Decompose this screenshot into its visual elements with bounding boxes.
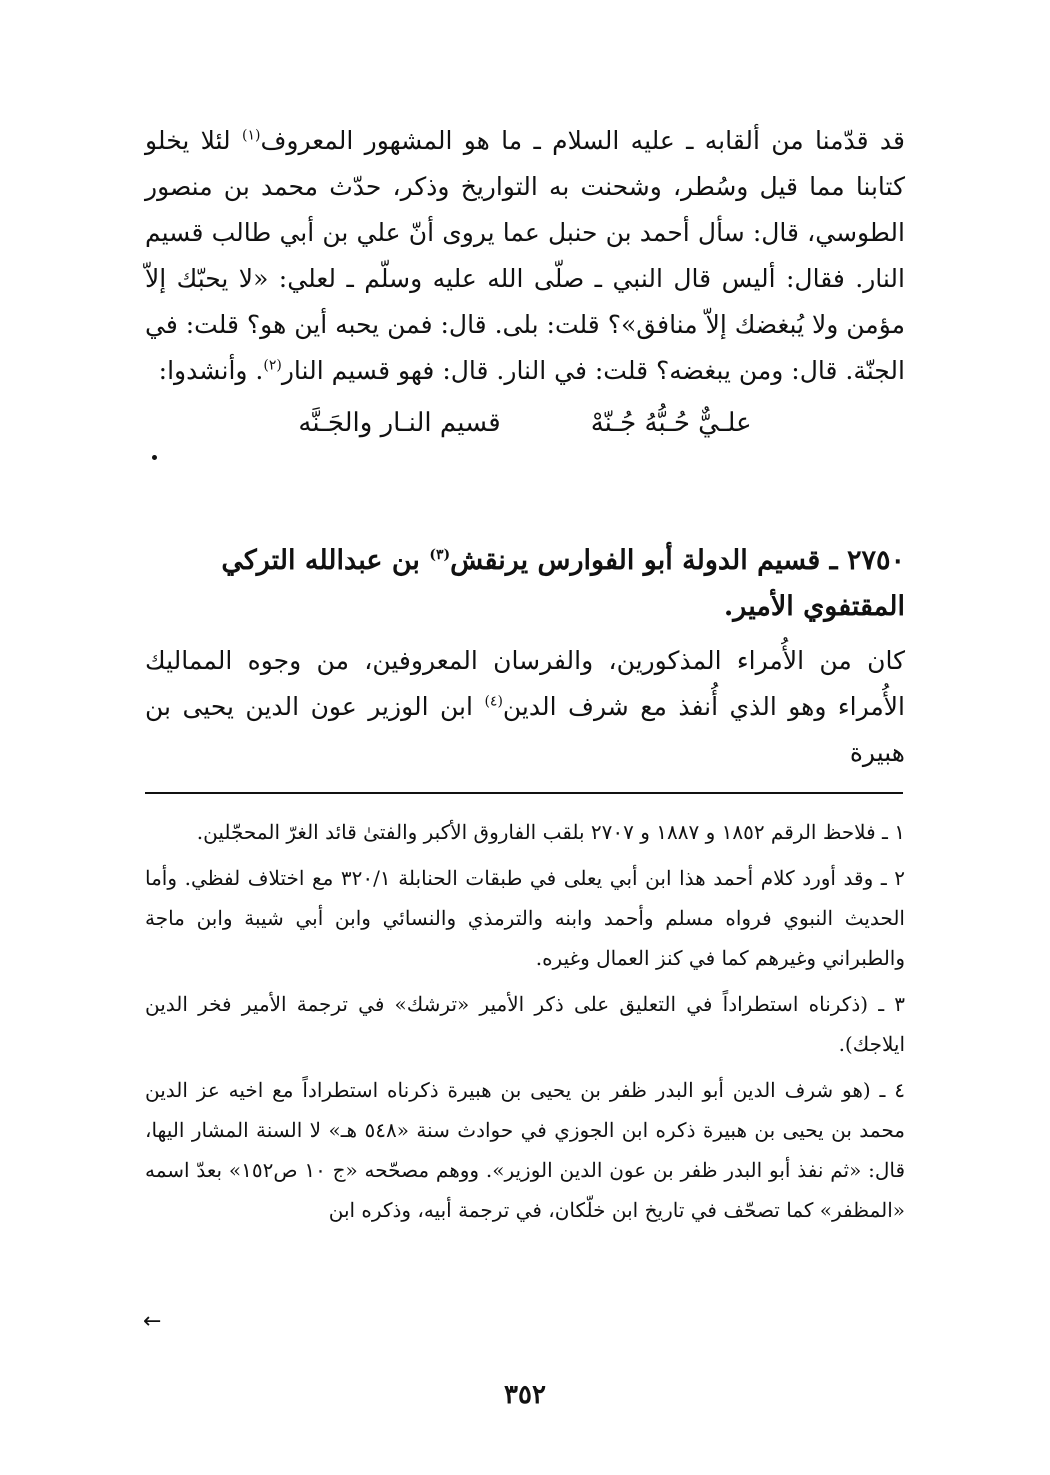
body-paragraph-part-3: . وأنشدوا: (158, 356, 264, 385)
footnote-1: ١ ـ فلاحظ الرقم ١٨٥٢ و ١٨٨٧ و ٢٧٠٧ بلقب الفاروق الأكبر والفتىٰ قائد الغرّ المحجّلين. (196, 820, 905, 844)
footnote-ref-2[interactable]: (٢) (263, 357, 282, 374)
footnote-separator (145, 792, 903, 794)
body-paragraph-part-1: قد قدّمنا من ألقابه ـ عليه السلام ـ ما هو المشهور المعروف (260, 126, 905, 155)
continue-arrow-icon: ← (143, 1309, 162, 1334)
entry-heading-part-1: ٢٧٥٠ ـ قسيم الدولة أبو الفوارس يرنقش (450, 545, 905, 576)
entry-heading (145, 538, 905, 630)
entry-body (145, 638, 905, 776)
main-text-block (145, 118, 905, 448)
verse-first-hemistich: علـيٌّ حُـبُّهُ جُـنّهْ (590, 408, 752, 438)
entry-paragraph-part-1: كان من الأُمراء المذكورين، والفرسان المعروفين، من وجوه المماليك الأُمراء وهو الذي أُنفذ مع شرف الدين (145, 646, 905, 721)
entry-paragraph-part-2: ابن الوزير عون الدين يحيى بن هبيرة (145, 692, 905, 767)
footnote-4: ٤ ـ (هو شرف الدين أبو البدر ظفر بن يحيى بن هبيرة ذكرناه استطراداً مع اخيه عز الدين محمد بن يحيى بن هبيرة ذكره ابن الجوزي في حوادث سنة «٥٤٨ هـ» لا السنة المشار اليها، قال: «ثم نفذ أبو البدر ظفر بن عون الدين الوزير». ووهم مصحّحه «ج ١٠ ص١٥٢» بعدّ اسمه «المظفر» كما تصحّف في تاريخ ابن خلّكان، في ترجمة أبيه، وذكره ابن (145, 1078, 906, 1222)
body-paragraph-part-2: لئلا يخلو كتابنا مما قيل وسُطر، وشحنت به التواريخ وذكر، حدّث محمد بن منصور الطوسي، قال: سأل أحمد بن حنبل عما يروى أنّ علي بن أبي طالب قسيم النار. فقال: أليس قال النبي ـ صلّى الله عليه وسلّم ـ لعلي: «لا يحبّك إلاّ مؤمن ولا يُبغضك إلاّ منافق»؟ قلت: بلى. قال: فمن يحبه أين هو؟ قلت: في الجنّة. قال: ومن يبغضه؟ قلت: في النار. قال: فهو قسيم النار (145, 126, 905, 385)
footnote-2: ٢ ـ وقد أورد كلام أحمد هذا ابن أبي يعلى في طبقات الحنابلة ٣٢٠/١ مع اختلاف لفظي. وأما الحديث النبوي فرواه مسلم وأحمد وابنه والترمذي والنسائي وابن أبي شيبة وابن ماجة والطبراني وغيرهم كما في كنز العمال وغيره. (145, 866, 906, 970)
entry-heading-part-2: بن عبدالله التركي المقتفوي الأمير. (221, 545, 905, 622)
page-number: ٣٥٢ (504, 1380, 546, 1410)
entry-paragraph (145, 638, 905, 776)
footnote-ref-4[interactable]: (٤) (484, 693, 503, 710)
body-paragraph (145, 118, 905, 394)
poem-verse (145, 398, 905, 448)
footnote-ref-1[interactable]: (١) (241, 127, 261, 144)
verse-second-hemistich: قسيم النـار والجَـنَّه (298, 408, 501, 438)
footnote-3: ٣ ـ (ذكرناه استطراداً في التعليق على ذكر الأمير «ترشك» في ترجمة الأمير فخر الدين ايلاجك). (145, 992, 905, 1056)
footnote-ref-3[interactable]: (٣) (429, 547, 451, 563)
footnotes-section (145, 812, 905, 1236)
stray-dot-mark (152, 455, 157, 460)
